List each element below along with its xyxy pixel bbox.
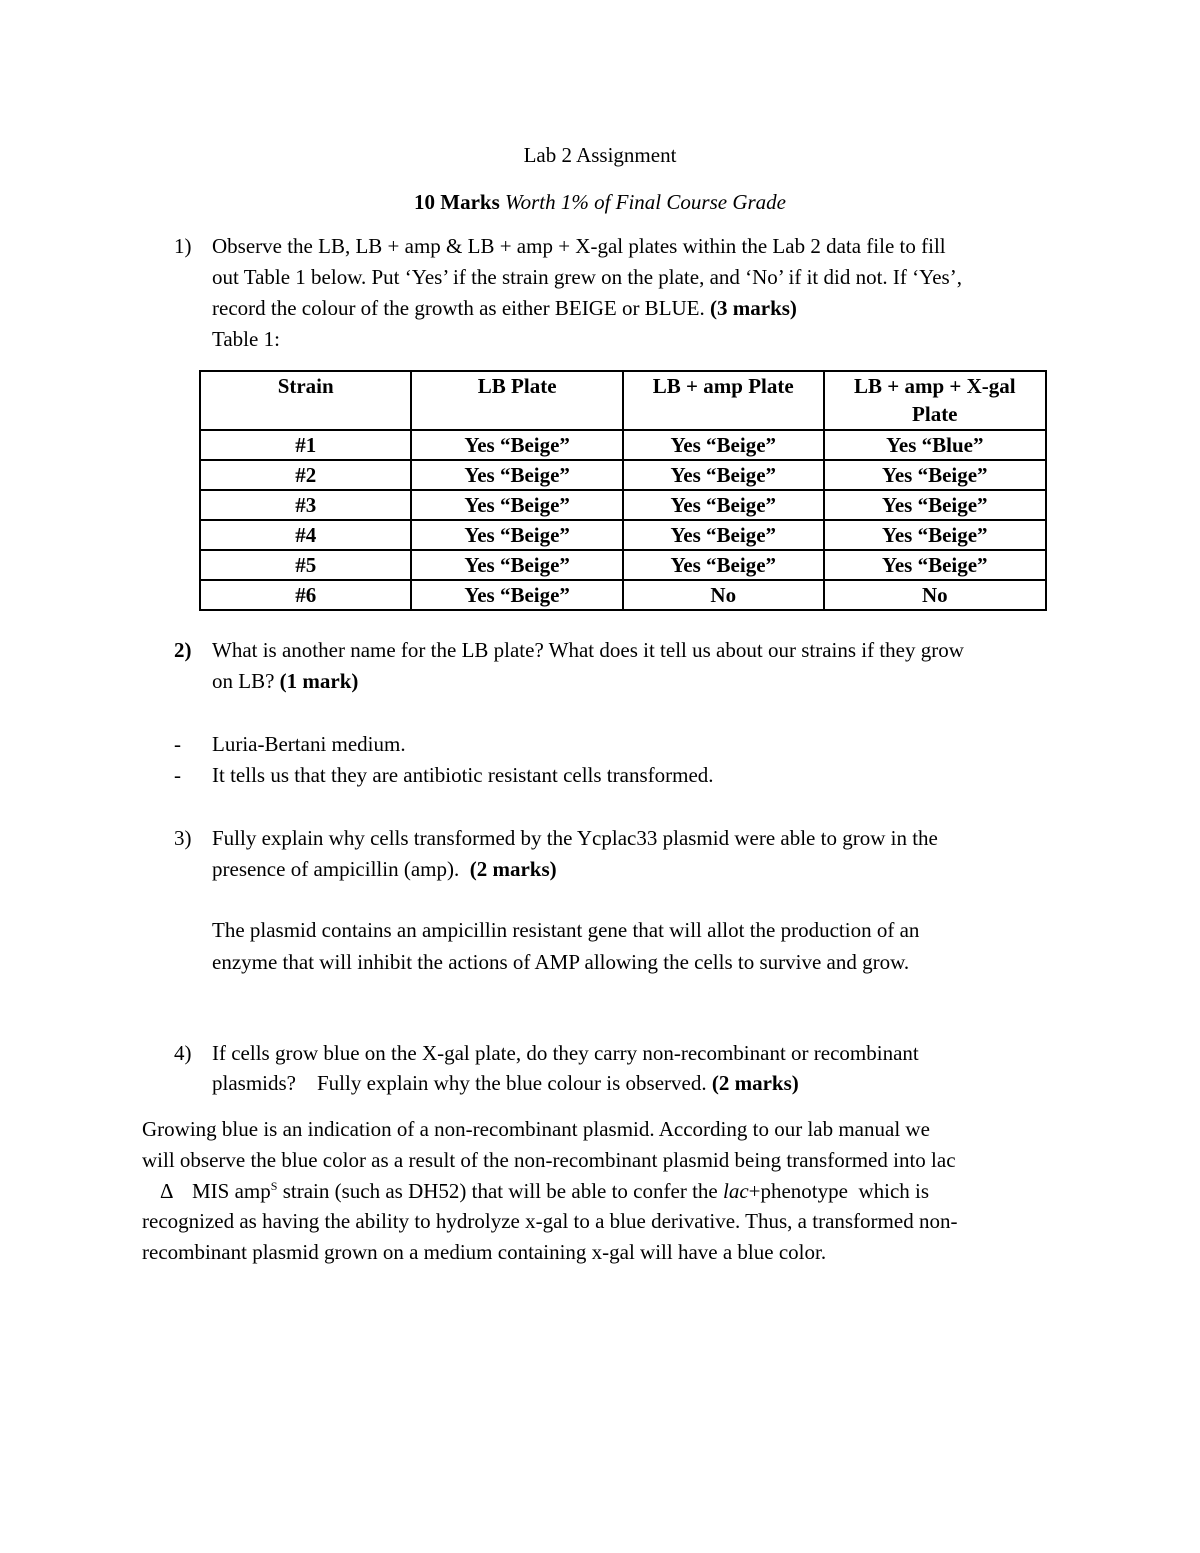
q4-superscript: S — [270, 1179, 278, 1193]
q1-line-1: Observe the LB, LB + amp & LB + amp + X-gal plates within the Lab 2 data file to fill — [212, 234, 946, 258]
q4-number: 4) — [174, 1041, 192, 1065]
cell-lb-amp: Yes “Beige” — [623, 550, 824, 580]
q4-line-2 — [212, 1071, 799, 1096]
q2-answer-1: Luria-Bertani medium. — [212, 732, 406, 756]
header-strain: Strain — [200, 371, 411, 430]
header-lb-amp-plate: LB + amp Plate — [623, 371, 824, 430]
q4-answer-line-3 — [192, 1179, 929, 1204]
q3-answer-line-1: The plasmid contains an ampicillin resistant gene that will allot the production of an — [212, 918, 920, 942]
cell-lb: Yes “Beige” — [411, 490, 623, 520]
cell-lb: Yes “Beige” — [411, 580, 623, 610]
cell-lb-amp-xgal: Yes “Beige” — [824, 520, 1046, 550]
cell-lb-amp: Yes “Beige” — [623, 520, 824, 550]
marks-total: 10 Marks — [414, 190, 500, 214]
q3-answer-line-2: enzyme that will inhibit the actions of AMP allowing the cells to survive and grow. — [212, 950, 910, 974]
q1-marks: (3 marks) — [710, 296, 797, 320]
cell-lb-amp: Yes “Beige” — [623, 490, 824, 520]
q3-line-2-text: presence of ampicillin (amp). — [212, 857, 460, 881]
table-row — [200, 550, 1046, 580]
q2-marks: (1 mark) — [279, 669, 359, 693]
header-lb-plate: LB Plate — [411, 371, 623, 430]
question-number: 1) — [174, 234, 192, 258]
page-title: Lab 2 Assignment — [523, 143, 677, 167]
q4-marks: (2 marks) — [711, 1071, 799, 1095]
q4-answer-line-5: recombinant plasmid grown on a medium containing x-gal will have a blue color. — [142, 1240, 827, 1264]
q3-number: 3) — [174, 826, 192, 850]
q4-lac-italic: lac — [722, 1179, 749, 1203]
q4-answer-line-4: recognized as having the ability to hydrolyze x-gal to a blue derivative. Thus, a transformed non- — [142, 1209, 958, 1233]
q4-line-1: If cells grow blue on the X-gal plate, do they carry non-recombinant or recombinant — [212, 1041, 919, 1065]
q3-marks: (2 marks) — [469, 857, 557, 881]
q2-number: 2) — [174, 638, 192, 662]
q2-line-2-text: on LB? — [212, 669, 275, 693]
cell-lb-amp: Yes “Beige” — [623, 430, 824, 460]
cell-lb-amp-xgal: Yes “Beige” — [824, 460, 1046, 490]
bullet-dash: - — [174, 763, 181, 787]
cell-lb-amp-xgal: Yes “Blue” — [824, 430, 1046, 460]
cell-lb-amp: No — [623, 580, 824, 610]
q3-line-2 — [212, 857, 557, 882]
q1-line-3 — [212, 296, 797, 321]
bullet-dash: - — [174, 732, 181, 756]
header-lb-amp-xgal-line1: LB + amp + X-gal — [853, 374, 1016, 398]
q4-answer-line-3b: strain (such as DH52) that will be able to confer the — [277, 1179, 723, 1203]
cell-lb: Yes “Beige” — [411, 550, 623, 580]
q1-line-2: out Table 1 below. Put ‘Yes’ if the strain grew on the plate, and ‘No’ if it did not. If ‘Yes’, — [212, 265, 962, 289]
header-lb-amp-xgal-line2: Plate — [912, 402, 958, 426]
q4-answer-line-1: Growing blue is an indication of a non-recombinant plasmid. According to our lab manual we — [142, 1117, 930, 1141]
q2-answer-2: It tells us that they are antibiotic resistant cells transformed. — [212, 763, 714, 787]
cell-lb: Yes “Beige” — [411, 430, 623, 460]
cell-lb-amp-xgal: Yes “Beige” — [824, 490, 1046, 520]
q1-line-3-text: record the colour of the growth as either BEIGE or BLUE. — [212, 296, 705, 320]
cell-lb-amp-xgal: No — [824, 580, 1046, 610]
q2-line-2 — [212, 669, 358, 694]
cell-strain: #2 — [200, 460, 411, 490]
q3-line-1: Fully explain why cells transformed by the Ycplac33 plasmid were able to grow in the — [212, 826, 938, 850]
results-table — [199, 370, 1047, 611]
cell-strain: #4 — [200, 520, 411, 550]
cell-strain: #5 — [200, 550, 411, 580]
q4-line-2-text: plasmids? Fully explain why the blue colour is observed. — [212, 1071, 707, 1095]
table-row — [200, 520, 1046, 550]
table-header-row — [200, 371, 1046, 430]
cell-lb-amp-xgal: Yes “Beige” — [824, 550, 1046, 580]
table-label: Table 1: — [212, 327, 280, 351]
cell-lb: Yes “Beige” — [411, 520, 623, 550]
table-row — [200, 490, 1046, 520]
table-row — [200, 460, 1046, 490]
delta-symbol: Δ — [160, 1179, 174, 1203]
header-lb-amp-xgal-plate — [824, 371, 1046, 430]
table-row — [200, 430, 1046, 460]
page-subtitle — [0, 190, 1200, 215]
cell-lb: Yes “Beige” — [411, 460, 623, 490]
table-row — [200, 580, 1046, 610]
cell-strain: #6 — [200, 580, 411, 610]
q4-answer-line-3a: MIS amp — [192, 1179, 271, 1203]
grade-worth: Worth 1% of Final Course Grade — [505, 190, 786, 214]
cell-strain: #3 — [200, 490, 411, 520]
cell-strain: #1 — [200, 430, 411, 460]
q4-answer-line-2: will observe the blue color as a result of the non-recombinant plasmid being transformed into lac — [142, 1148, 956, 1172]
q2-line-1: What is another name for the LB plate? What does it tell us about our strains if they grow — [212, 638, 964, 662]
q4-answer-line-3c: +phenotype which is — [748, 1179, 930, 1203]
cell-lb-amp: Yes “Beige” — [623, 460, 824, 490]
